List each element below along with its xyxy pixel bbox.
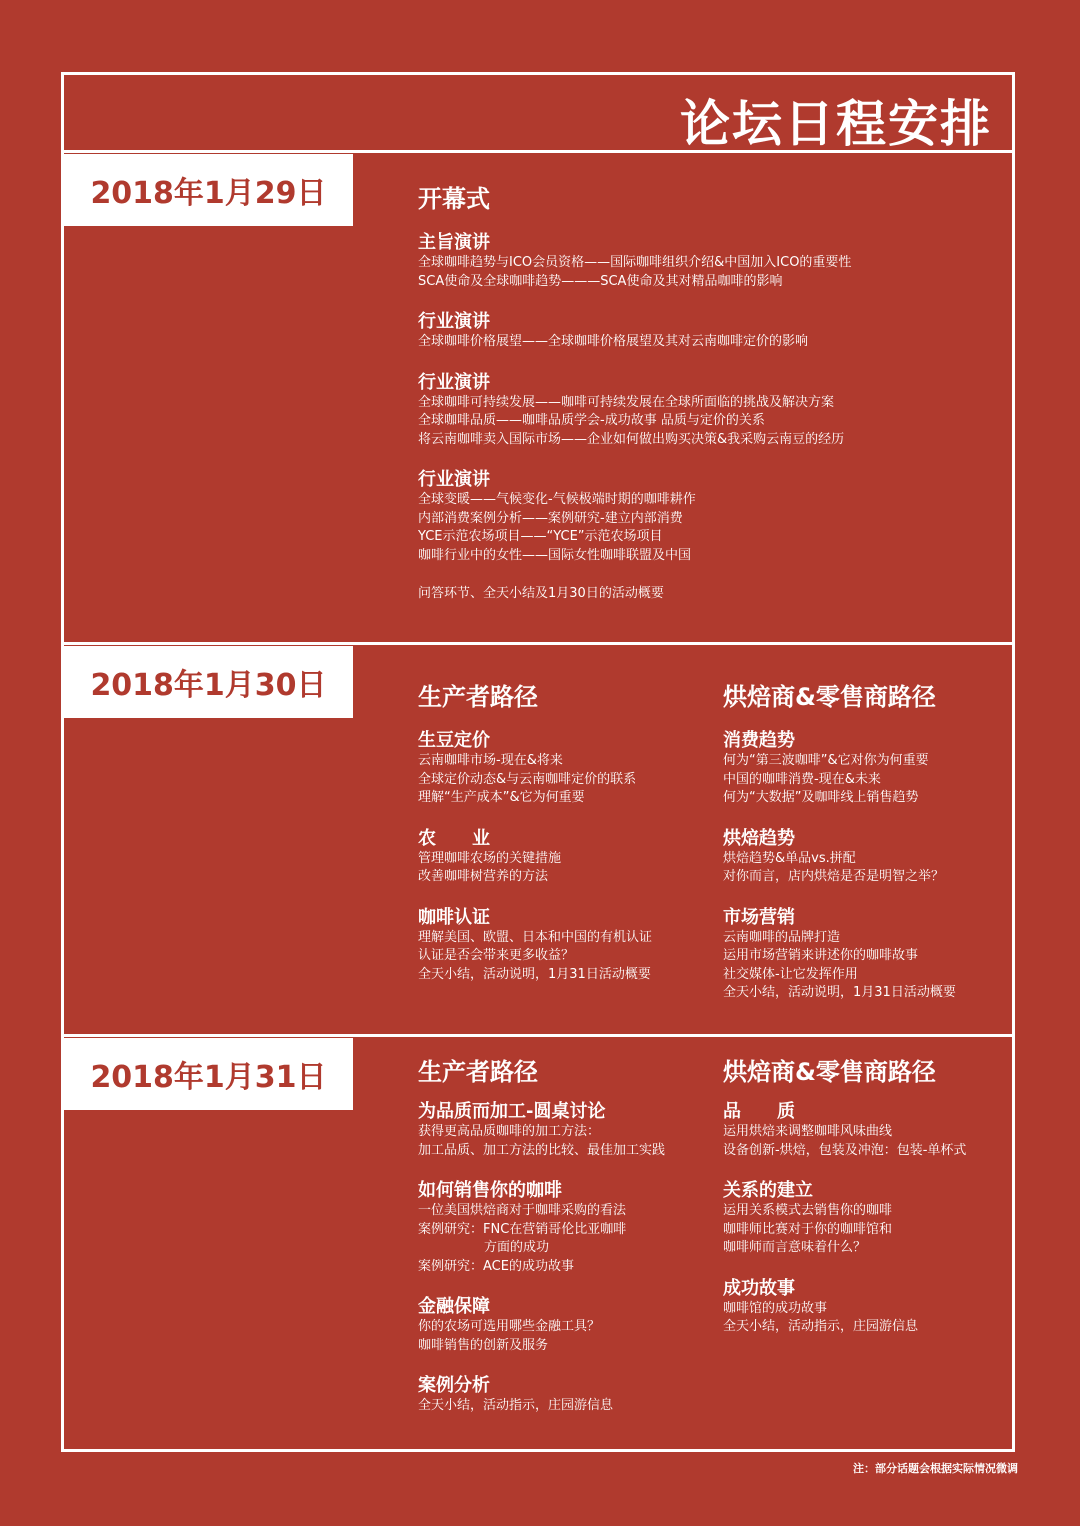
block-line: 将云南咖啡卖入国际市场——企业如何做出购买决策&我采购云南豆的经历	[418, 431, 845, 447]
section-title-producer: 生产者路径	[418, 683, 538, 711]
day2-roaster-block-consumer	[723, 730, 1003, 808]
block-line: 咖啡师比赛对于你的咖啡馆和	[723, 1221, 893, 1237]
block-line: 社交媒体-让它发挥作用	[723, 966, 858, 982]
block-title: 如何销售你的咖啡	[418, 1180, 562, 1201]
block-title: 烘焙趋势	[723, 827, 795, 849]
divider-day1	[61, 642, 1015, 645]
day2-roaster-block-marketing	[723, 907, 1003, 1003]
block-line: 何为“大数据”及咖啡线上销售趋势	[723, 790, 919, 805]
block-title: 关系的建立	[723, 1180, 813, 1201]
footnote: 注：部分话题会根据实际情况微调	[853, 1462, 1018, 1475]
day3-roaster-block-relationship	[723, 1180, 1003, 1258]
block-line: 云南咖啡的品牌打造	[723, 929, 841, 945]
block-title: 成功故事	[723, 1277, 795, 1299]
block-line: 加工品质、加工方法的比较、最佳加工实践	[418, 1142, 666, 1158]
block-line: YCE示范农场项目——“YCE”示范农场项目	[418, 529, 663, 544]
block-line: 设备创新-烘焙，包装及冲泡：包装-单杯式	[723, 1142, 967, 1158]
day3-producer-block-case	[418, 1375, 718, 1416]
block-line: 全天小结，活动指示，庄园游信息	[418, 1398, 614, 1413]
block-line: 你的农场可选用哪些金融工具？	[418, 1319, 601, 1334]
block-line: 全球咖啡趋势与ICO会员资格——国际咖啡组织介绍&中国加入ICO的重要性	[418, 255, 852, 270]
divider-day2	[61, 1034, 1015, 1037]
block-line: 对你而言，店内烘焙是否是明智之举？	[723, 869, 945, 884]
day1-block-industry-2	[418, 372, 978, 450]
date-tab-day1: 2018年1月29日	[64, 154, 353, 226]
block-line: 运用关系模式去销售你的咖啡	[723, 1203, 893, 1218]
section-title-producer: 生产者路径	[418, 1058, 538, 1086]
page-title: 论坛日程安排	[680, 95, 992, 153]
block-line: 何为“第三波咖啡”&它对你为何重要	[723, 753, 929, 768]
block-title: 品 质	[723, 1101, 795, 1122]
block-line: 全天小结，活动说明，1月31日活动概要	[418, 966, 651, 982]
block-line: 咖啡师而言意味着什么？	[723, 1240, 867, 1255]
day2-producer-block-agriculture	[418, 828, 718, 887]
block-line: 内部消费案例分析——案例研究-建立内部消费	[418, 510, 683, 526]
block-line: 全天小结，活动指示，庄园游信息	[723, 1319, 919, 1334]
date-tab-day3: 2018年1月31日	[64, 1038, 353, 1110]
section-title-opening: 开幕式	[418, 185, 490, 213]
block-title: 咖啡认证	[418, 906, 490, 928]
day2-producer-block-pricing	[418, 730, 718, 808]
block-title: 主旨演讲	[418, 232, 490, 253]
block-line: 全球变暖——气候变化-气候极端时期的咖啡耕作	[418, 492, 696, 507]
block-line: 运用烘焙来调整咖啡风味曲线	[723, 1124, 893, 1139]
day3-producer-block-selling	[418, 1180, 718, 1276]
block-line: 管理咖啡农场的关键措施	[418, 850, 562, 866]
block-line: 方面的成功	[484, 1240, 550, 1255]
block-line: 理解“生产成本”&它为何重要	[418, 790, 585, 805]
block-line: 理解美国、欧盟、日本和中国的有机认证	[418, 929, 653, 945]
section-title-roaster: 烘焙商&零售商路径	[723, 1058, 936, 1086]
block-line: 认证是否会带来更多收益？	[418, 948, 575, 963]
day2-roaster-column	[723, 682, 1003, 1023]
block-line: 案例研究：ACE的成功故事	[418, 1258, 574, 1274]
day3-roaster-block-quality	[723, 1101, 1003, 1160]
block-line: 烘焙趋势&单品vs.拼配	[723, 850, 856, 866]
day1-block-keynote	[418, 232, 978, 291]
block-line: 一位美国烘焙商对于咖啡采购的看法	[418, 1203, 627, 1218]
day1-summary: 问答环节、全天小结及1月30日的活动概要	[418, 586, 664, 601]
block-line: 获得更高品质咖啡的加工方法：	[418, 1124, 601, 1139]
block-title: 市场营销	[723, 906, 795, 928]
block-line: 改善咖啡树营养的方法	[418, 869, 549, 884]
block-title: 案例分析	[418, 1375, 490, 1396]
day2-roaster-block-roasting	[723, 828, 1003, 887]
date-tab-day2: 2018年1月30日	[64, 646, 353, 718]
block-title: 行业演讲	[418, 311, 490, 332]
block-line: 全球咖啡价格展望——全球咖啡价格展望及其对云南咖啡定价的影响	[418, 334, 809, 349]
day3-roaster-block-success	[723, 1278, 1003, 1337]
day1-block-industry-3	[418, 469, 978, 565]
day3-roaster-column	[723, 1057, 1003, 1357]
block-line: 云南咖啡市场-现在&将来	[418, 753, 563, 768]
block-line: 全球定价动态&与云南咖啡定价的联系	[418, 771, 637, 787]
block-title: 消费趋势	[723, 730, 795, 751]
block-title: 生豆定价	[418, 730, 490, 751]
block-title: 为品质而加工-圆桌讨论	[418, 1101, 606, 1122]
block-line: 咖啡馆的成功故事	[723, 1300, 828, 1316]
day1-block-industry-1	[418, 311, 978, 352]
block-title: 行业演讲	[418, 469, 490, 490]
day3-producer-block-processing	[418, 1101, 718, 1160]
block-line: SCA使命及全球咖啡趋势———SCA使命及其对精品咖啡的影响	[418, 273, 783, 289]
block-line: 咖啡销售的创新及服务	[418, 1337, 549, 1353]
block-line: 运用市场营销来讲述你的咖啡故事	[723, 948, 919, 963]
section-title-roaster: 烘焙商&零售商路径	[723, 683, 936, 711]
block-line: 全天小结，活动说明，1月31日活动概要	[723, 985, 956, 1000]
block-title: 农 业	[418, 827, 490, 849]
block-line: 全球咖啡可持续发展——咖啡可持续发展在全球所面临的挑战及解决方案	[418, 394, 835, 410]
day3-producer-column	[418, 1057, 718, 1436]
block-line: 案例研究：FNC在营销哥伦比亚咖啡	[418, 1221, 627, 1237]
block-line: 全球咖啡品质——咖啡品质学会-成功故事 品质与定价的关系	[418, 413, 765, 428]
day1-column	[418, 184, 978, 604]
block-line: 中国的咖啡消费-现在&未来	[723, 771, 881, 787]
block-title: 行业演讲	[418, 371, 490, 393]
block-line: 咖啡行业中的女性——国际女性咖啡联盟及中国	[418, 547, 692, 563]
day2-producer-block-certification	[418, 907, 718, 985]
day3-producer-block-finance	[418, 1296, 718, 1355]
day2-producer-column	[418, 682, 718, 1004]
block-title: 金融保障	[418, 1296, 490, 1317]
